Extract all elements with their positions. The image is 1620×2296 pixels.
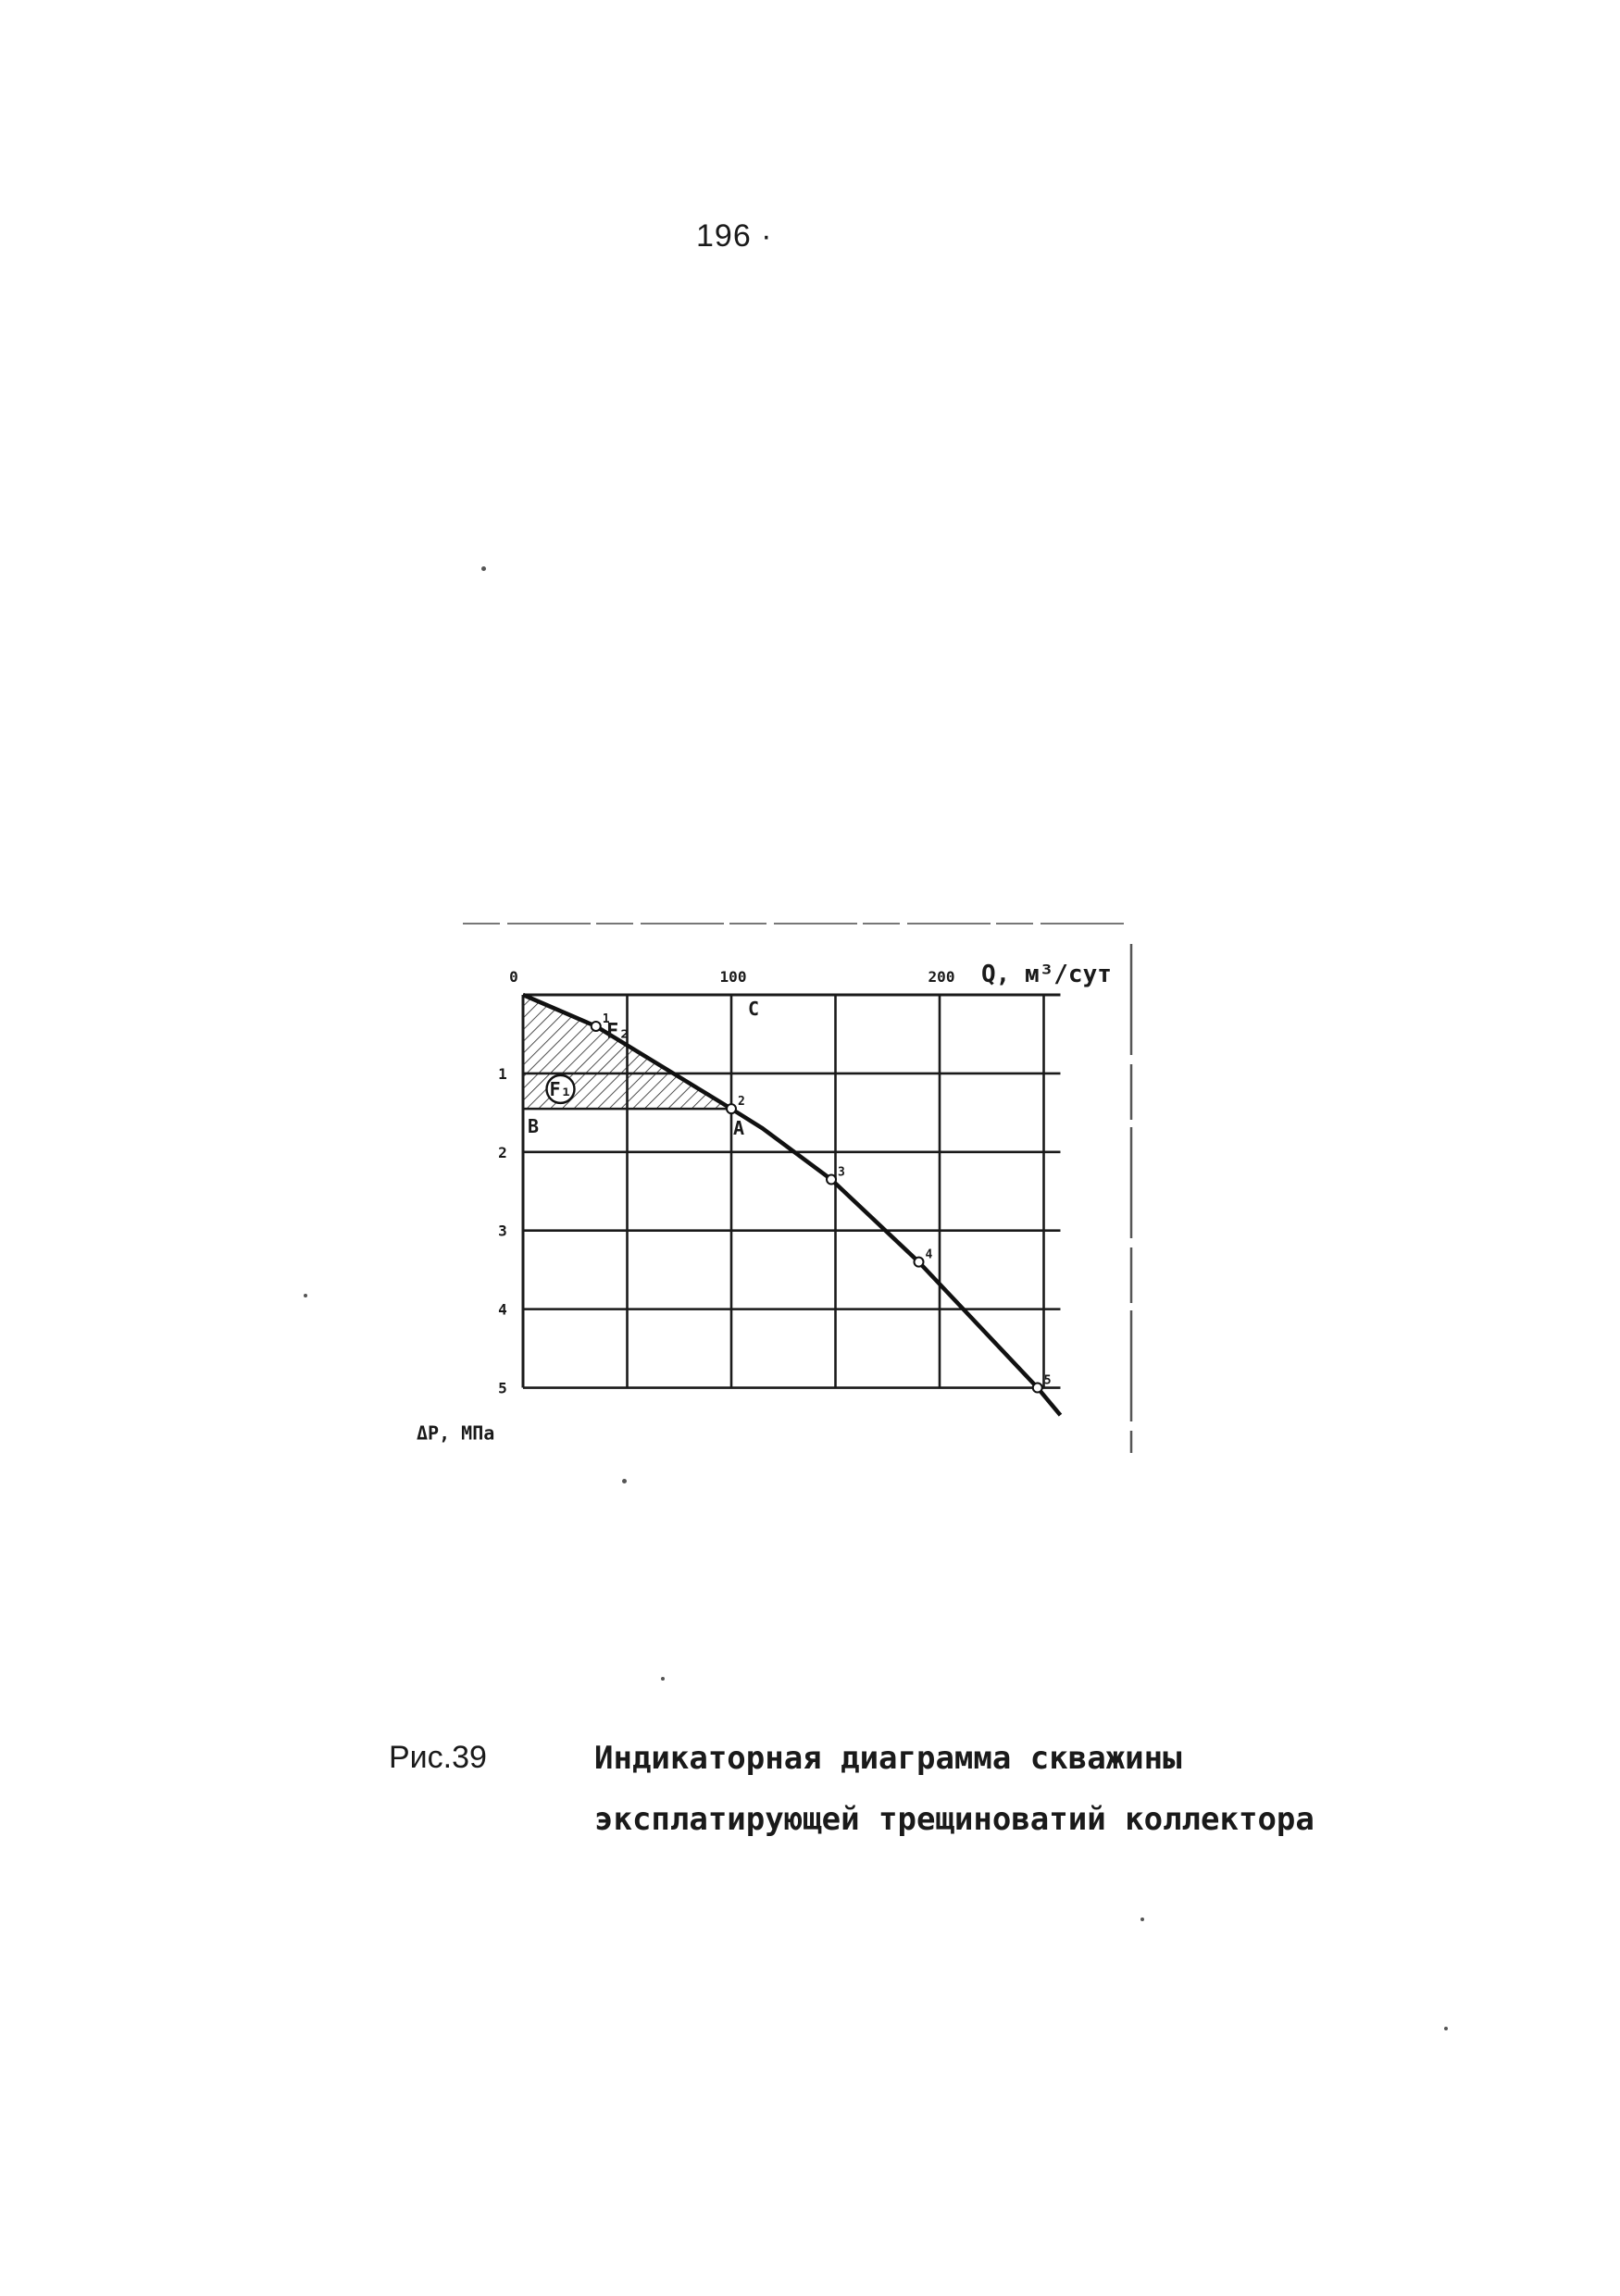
x-axis-label: Q, м³/сут: [981, 961, 1112, 988]
point-label-b: B: [528, 1115, 540, 1138]
x-tick-label: 100: [719, 968, 747, 986]
data-point: [827, 1175, 836, 1185]
indicator-diagram-figure: [407, 898, 1148, 1508]
data-point-label: 1: [602, 1011, 610, 1026]
area-label-f2: F₂: [606, 1020, 631, 1044]
data-point: [727, 1104, 736, 1113]
scan-speck: [481, 566, 486, 571]
data-point-label: 4: [925, 1247, 933, 1262]
caption-label: Рис.39: [389, 1740, 487, 1775]
point-label-a: A: [733, 1117, 745, 1140]
scan-speck: [1140, 1917, 1144, 1921]
y-tick-label: 3: [498, 1222, 507, 1240]
data-point: [915, 1258, 924, 1267]
scan-speck: [622, 1479, 627, 1483]
indicator-diagram-chart: [407, 898, 1148, 1508]
x-tick-label: 200: [928, 968, 955, 986]
point-label-c: C: [748, 998, 760, 1020]
data-point-label: 3: [838, 1165, 845, 1180]
x-tick-label: 0: [509, 968, 518, 986]
page-number: 196 ·: [696, 218, 773, 254]
y-tick-label: 4: [498, 1300, 507, 1319]
data-point: [1033, 1384, 1042, 1393]
scan-speck: [661, 1677, 665, 1681]
y-tick-label: 5: [498, 1379, 507, 1397]
caption-line-1: Индикаторная диаграмма скважины: [594, 1740, 1182, 1777]
data-point: [592, 1022, 601, 1031]
y-tick-label: 2: [498, 1143, 507, 1161]
y-axis-label: ΔP, МПа: [417, 1421, 495, 1445]
area-label-f1: F₁: [549, 1077, 572, 1100]
y-tick-label: 1: [498, 1064, 507, 1083]
caption-line-2: эксплатирующей трещиноватий коллектора: [594, 1801, 1315, 1838]
scan-speck: [1444, 2027, 1448, 2030]
data-point-label: 2: [738, 1095, 745, 1110]
data-point-label: 5: [1043, 1373, 1052, 1388]
labels: [417, 961, 1112, 1445]
scan-speck: [304, 1294, 307, 1297]
